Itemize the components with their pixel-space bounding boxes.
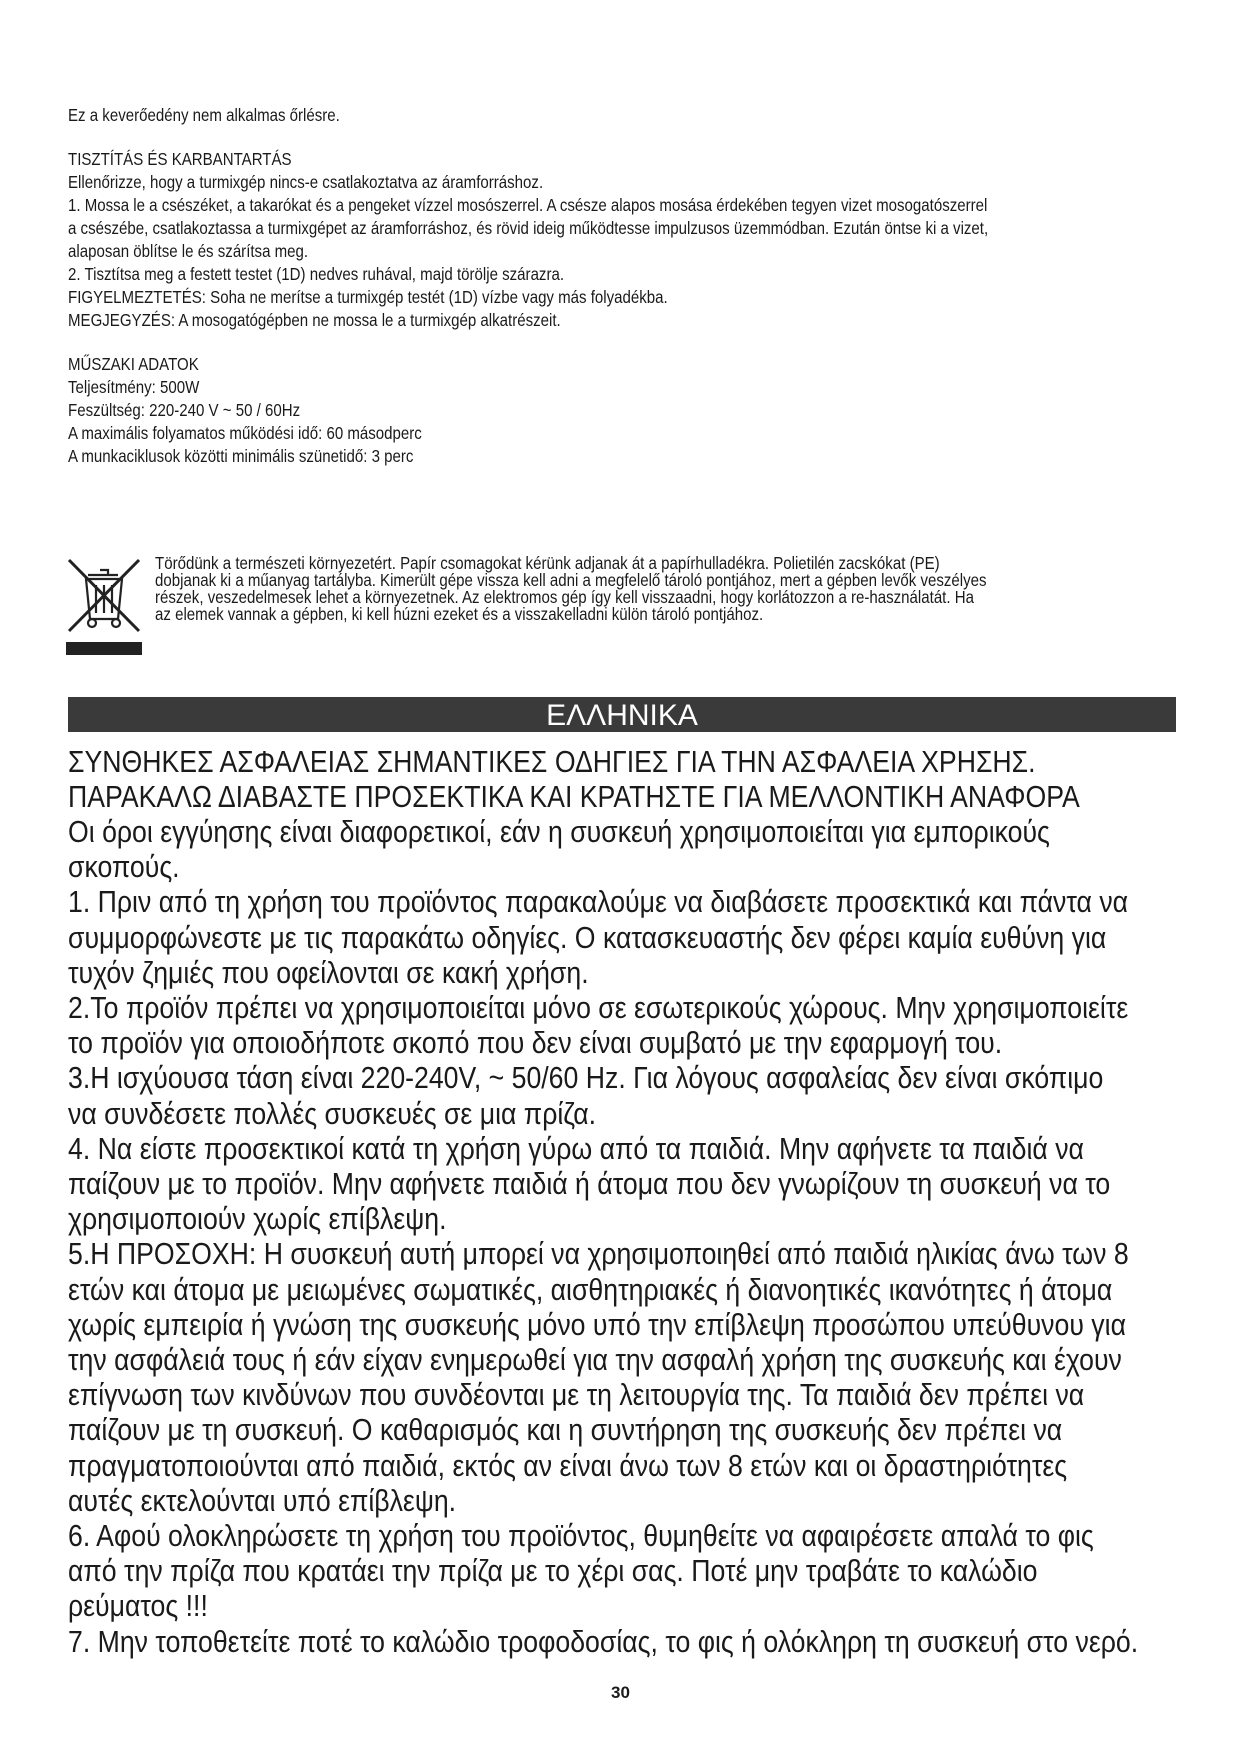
cleaning-line: a csészébe, csatlakoztassa a turmixgépet az áramforráshoz, és rövid ideig működtesse impulzusos üzemmódban. Ezután öntse ki a vizet,: [68, 218, 989, 238]
safety-line: χρησιμοποιούν χωρίς επίβλεψη.: [68, 1201, 447, 1237]
safety-line: 6. Αφού ολοκληρώσετε τη χρήση του προϊόντος, θυμηθείτε να αφαιρέσετε απαλά το φις: [68, 1518, 1094, 1554]
cleaning-line: 2. Tisztítsa meg a festett testet (1D) nedves ruhával, majd törölje szárazra.: [68, 264, 565, 284]
hungarian-section: [68, 104, 1186, 468]
intro-text: Ez a keverőedény nem alkalmas őrlésre.: [68, 105, 340, 125]
cleaning-title: TISZTÍTÁS ÉS KARBANTARTÁS: [68, 149, 292, 169]
safety-line: ετών και άτομα με μειωμένες σωματικές, αισθητηριακές ή διανοητικές ικανότητες ή άτομα: [68, 1271, 1113, 1307]
cleaning-line: Ellenőrizze, hogy a turmixgép nincs-e csatlakoztatva az áramforráshoz.: [68, 172, 544, 192]
weee-bin-icon: [66, 555, 142, 655]
safety-line: πραγματοποιούνται από παιδιά, εκτός αν είναι άνω των 8 ετών και οι δραστηριότητες: [68, 1447, 1068, 1483]
safety-line: τυχόν ζημιές που οφείλονται σε κακή χρήση.: [68, 954, 589, 990]
recycling-line: az elemek vannak a gépben, ki kell húzni ezeket és a visszakelladni külön tároló pontjához.: [155, 604, 764, 624]
safety-line: να συνδέσετε πολλές συσκευές σε μια πρίζα.: [68, 1095, 597, 1131]
page-number: 30: [611, 1683, 630, 1702]
safety-line: 4. Να είστε προσεκτικοί κατά τη χρήση γύρω από τα παιδιά. Μην αφήνετε τα παιδιά να: [68, 1130, 1084, 1166]
safety-heading: ΠΑΡΑΚΑΛΩ ΔΙΑΒΑΣΤΕ ΠΡΟΣΕΚΤΙΚΑ ΚΑΙ ΚΡΑΤΗΣΤΕ ΓΙΑ ΜΕΛΛΟΝΤΙΚΗ ΑΝΑΦΟΡΑ: [68, 779, 1080, 814]
safety-line: 1. Πριν από τη χρήση του προϊόντος παρακαλούμε να διαβάσετε προσεκτικά και πάντα να: [68, 884, 1129, 920]
safety-line: το προϊόν για οποιοδήποτε σκοπό που δεν είναι συμβατό με την εφαρμογή του.: [68, 1025, 1003, 1061]
safety-line: συμμορφώνεστε με τις παρακάτω οδηγίες. Ο κατασκευαστής δεν φέρει καμία ευθύνη για: [68, 919, 1107, 955]
safety-line: 3.Η ισχύουσα τάση είναι 220-240V, ~ 50/60 Hz. Για λόγους ασφαλείας δεν είναι σκόπιμο: [68, 1060, 1104, 1096]
recycling-notice: [155, 555, 1196, 623]
spec-line: Teljesítmény: 500W: [68, 377, 200, 397]
recycling-line: Törődünk a természeti környezetért. Papír csomagokat kérünk adjanak át a papírhulladékra. Polietilén zacskókat (PE): [155, 553, 940, 573]
language-banner-title: ΕΛΛΗΝΙΚΑ: [546, 699, 698, 732]
spec-line: A maximális folyamatos működési idő: 60 másodperc: [68, 423, 422, 443]
spec-line: Feszültség: 220-240 V ~ 50 / 60Hz: [68, 400, 301, 420]
specs-title: MŰSZAKI ADATOK: [68, 354, 199, 374]
safety-line: την ασφάλειά τους ή εάν είχαν ενημερωθεί για την ασφαλή χρήση της συσκευής και έχουν: [68, 1342, 1122, 1378]
safety-line: σκοπούς.: [68, 849, 180, 885]
safety-line: χωρίς εμπειρία ή γνώση της συσκευής μόνο υπό την επίβλεψη προσώπου υπεύθυνου για: [68, 1306, 1126, 1342]
cleaning-line: MEGJEGYZÉS: A mosogatógépben ne mossa le a turmixgép alkatrészeit.: [68, 310, 561, 330]
spec-line: A munkaciklusok közötti minimális szünetidő: 3 perc: [68, 446, 414, 466]
safety-line: παίζουν με τη συσκευή. Ο καθαρισμός και η συντήρηση της συσκευής δεν πρέπει να: [68, 1412, 1063, 1448]
safety-line: 5.Η ΠΡΟΣΟΧΗ: Η συσκευή αυτή μπορεί να χρησιμοποιηθεί από παιδιά ηλικίας άνω των 8: [68, 1236, 1129, 1272]
cleaning-line: 1. Mossa le a csészéket, a takarókat és a pengeket vízzel mosószerrel. A csésze alapos mosása érdekében tegyen vizet mosogatószerrel: [68, 195, 988, 215]
language-banner: [68, 697, 1176, 732]
safety-line: από την πρίζα που κρατάει την πρίζα με το χέρι σας. Ποτέ μην τραβάτε το καλώδιο: [68, 1553, 1038, 1589]
recycling-line: dobjanak ki a műanyag tartályba. Kimerült gépe vissza kell adni a megfelelő tároló pontjához, mert a gépben levők veszélyes: [155, 570, 987, 590]
safety-line: 7. Μην τοποθετείτε ποτέ το καλώδιο τροφοδοσίας, το φις ή ολόκληρη τη συσκευή στο νερό.: [68, 1623, 1139, 1659]
recycling-line: részek, veszedelmesek lehet a környezetnek. Az elektromos gép így kell visszaadni, hogy korlátozzon a re-használatát. Ha: [155, 587, 974, 607]
cleaning-line: FIGYELMEZTETÉS: Soha ne merítse a turmixgép testét (1D) vízbe vagy más folyadékba.: [68, 287, 668, 307]
cleaning-line: alaposan öblítse le és szárítsa meg.: [68, 241, 309, 261]
safety-line: ρεύματος !!!: [68, 1588, 208, 1624]
safety-line: επίγνωση των κινδύνων που συνδέονται με τη λειτουργία της. Τα παιδιά δεν πρέπει να: [68, 1377, 1085, 1413]
safety-line: Οι όροι εγγύησης είναι διαφορετικοί, εάν η συσκευή χρησιμοποιείται για εμπορικούς: [68, 814, 1050, 849]
safety-line: 2.Το προϊόν πρέπει να χρησιμοποιείται μόνο σε εσωτερικούς χώρους. Μην χρησιμοποιείτε: [68, 990, 1129, 1026]
safety-heading: ΣΥΝΘΗΚΕΣ ΑΣΦΑΛΕΙΑΣ ΣΗΜΑΝΤΙΚΕΣ ΟΔΗΓΙΕΣ ΓΙΑ ΤΗΝ ΑΣΦΑΛΕΙΑ ΧΡΗΣΗΣ.: [68, 744, 1036, 779]
safety-line: παίζουν με το προϊόν. Μην αφήνετε παιδιά ή άτομα που δεν γνωρίζουν τη συσκευή να το: [68, 1166, 1111, 1202]
greek-section: [68, 744, 1186, 1659]
safety-line: αυτές εκτελούνται υπό επίβλεψη.: [68, 1482, 457, 1518]
